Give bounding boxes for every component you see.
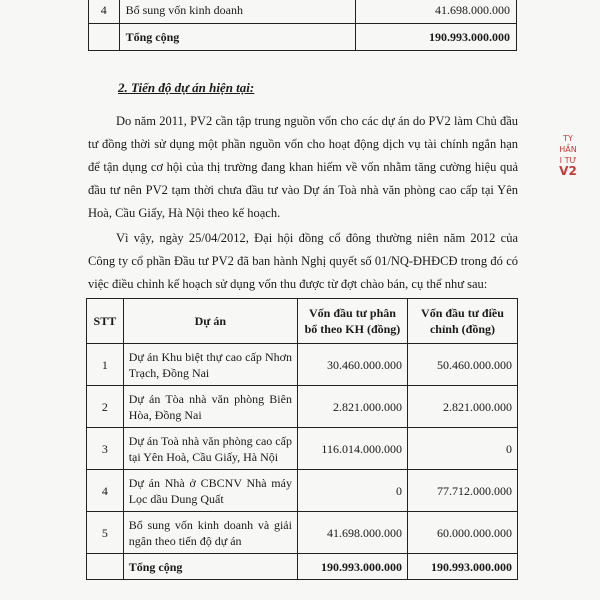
header-adjusted: Vốn đầu tư điều chỉnh (đồng) (407, 299, 517, 344)
adjusted-cell: 0 (407, 428, 517, 470)
total-value-cell: 190.993.000.000 (356, 24, 517, 51)
summary-table-partial (88, 0, 517, 51)
stt-cell (89, 24, 120, 51)
paragraph: Do năm 2011, PV2 cần tập trung nguồn vốn cho các dự án do PV2 làm Chủ đầu tư đồng thời sử dụng một phần nguồn vốn cho hoạt động dịch vụ tài chính ngắn hạn để tận dụng cơ hội của thị trường đang khan hiếm về vốn nhằm tăng cường hiệu quả đầu tư nên PV2 tạm thời chưa đầu tư vào Dự án Toà nhà văn phòng cao cấp tại Yên Hoà, Cầu Giấy, Hà Nội theo kế hoạch. (88, 114, 518, 220)
table-row (87, 344, 518, 386)
table-row (87, 512, 518, 554)
stt-cell: 1 (87, 344, 124, 386)
stt-cell: 3 (87, 428, 124, 470)
section-heading: 2. Tiến độ dự án hiện tại: (118, 80, 255, 95)
project-cell: Dự án Tòa nhà văn phòng Biên Hòa, Đồng Nai (123, 386, 297, 428)
total-label-cell: Tổng cộng (119, 24, 356, 51)
value-cell: 41.698.000.000 (356, 0, 517, 24)
project-cell: Dự án Nhà ở CBCNV Nhà máy Lọc dầu Dung Quất (123, 470, 297, 512)
stamp-text: HẦN (559, 145, 577, 154)
stt-cell: 4 (87, 470, 124, 512)
planned-cell: 2.821.000.000 (297, 386, 407, 428)
planned-cell: 41.698.000.000 (297, 512, 407, 554)
stt-cell: 5 (87, 512, 124, 554)
stamp-text: TY (563, 134, 573, 143)
table-row-total (87, 554, 518, 580)
stt-cell (87, 554, 124, 580)
planned-cell: 116.014.000.000 (297, 428, 407, 470)
stamp-text: V2 (559, 164, 577, 178)
stt-cell: 4 (89, 0, 120, 24)
total-label-cell: Tổng cộng (123, 554, 297, 580)
paragraph: Vì vậy, ngày 25/04/2012, Đại hội đồng cổ đông thường niên năm 2012 của Công ty cổ phần Đầu tư PV2 đã ban hành Nghị quyết số 01/NQ-ĐHĐCĐ trong đó có việc điều chỉnh kế hoạch sử dụng vốn thu được từ đợt chào bán, cụ thể như sau: (88, 231, 518, 291)
planned-cell: 0 (297, 470, 407, 512)
adjusted-cell: 60.000.000.000 (407, 512, 517, 554)
stt-cell: 2 (87, 386, 124, 428)
table-row (87, 470, 518, 512)
total-planned-cell: 190.993.000.000 (297, 554, 407, 580)
header-stt: STT (87, 299, 124, 344)
project-cell: Dự án Toà nhà văn phòng cao cấp tại Yên Hoà, Cầu Giấy, Hà Nội (123, 428, 297, 470)
header-project: Dự án (123, 299, 297, 344)
company-stamp (552, 133, 584, 253)
item-cell: Bổ sung vốn kinh doanh (119, 0, 356, 24)
adjusted-cell: 50.460.000.000 (407, 344, 517, 386)
table-row (87, 428, 518, 470)
total-adjusted-cell: 190.993.000.000 (407, 554, 517, 580)
capital-allocation-table (86, 298, 518, 580)
table-header-row (87, 299, 518, 344)
table-row (89, 0, 517, 24)
adjusted-cell: 2.821.000.000 (407, 386, 517, 428)
header-planned: Vốn đầu tư phân bổ theo KH (đồng) (297, 299, 407, 344)
table-row-total (89, 24, 517, 51)
project-cell: Bổ sung vốn kinh doanh và giải ngân theo tiến độ dự án (123, 512, 297, 554)
adjusted-cell: 77.712.000.000 (407, 470, 517, 512)
project-cell: Dự án Khu biệt thự cao cấp Nhơn Trạch, Đồng Nai (123, 344, 297, 386)
table-row (87, 386, 518, 428)
stamp-text: I TƯ (559, 156, 577, 165)
planned-cell: 30.460.000.000 (297, 344, 407, 386)
